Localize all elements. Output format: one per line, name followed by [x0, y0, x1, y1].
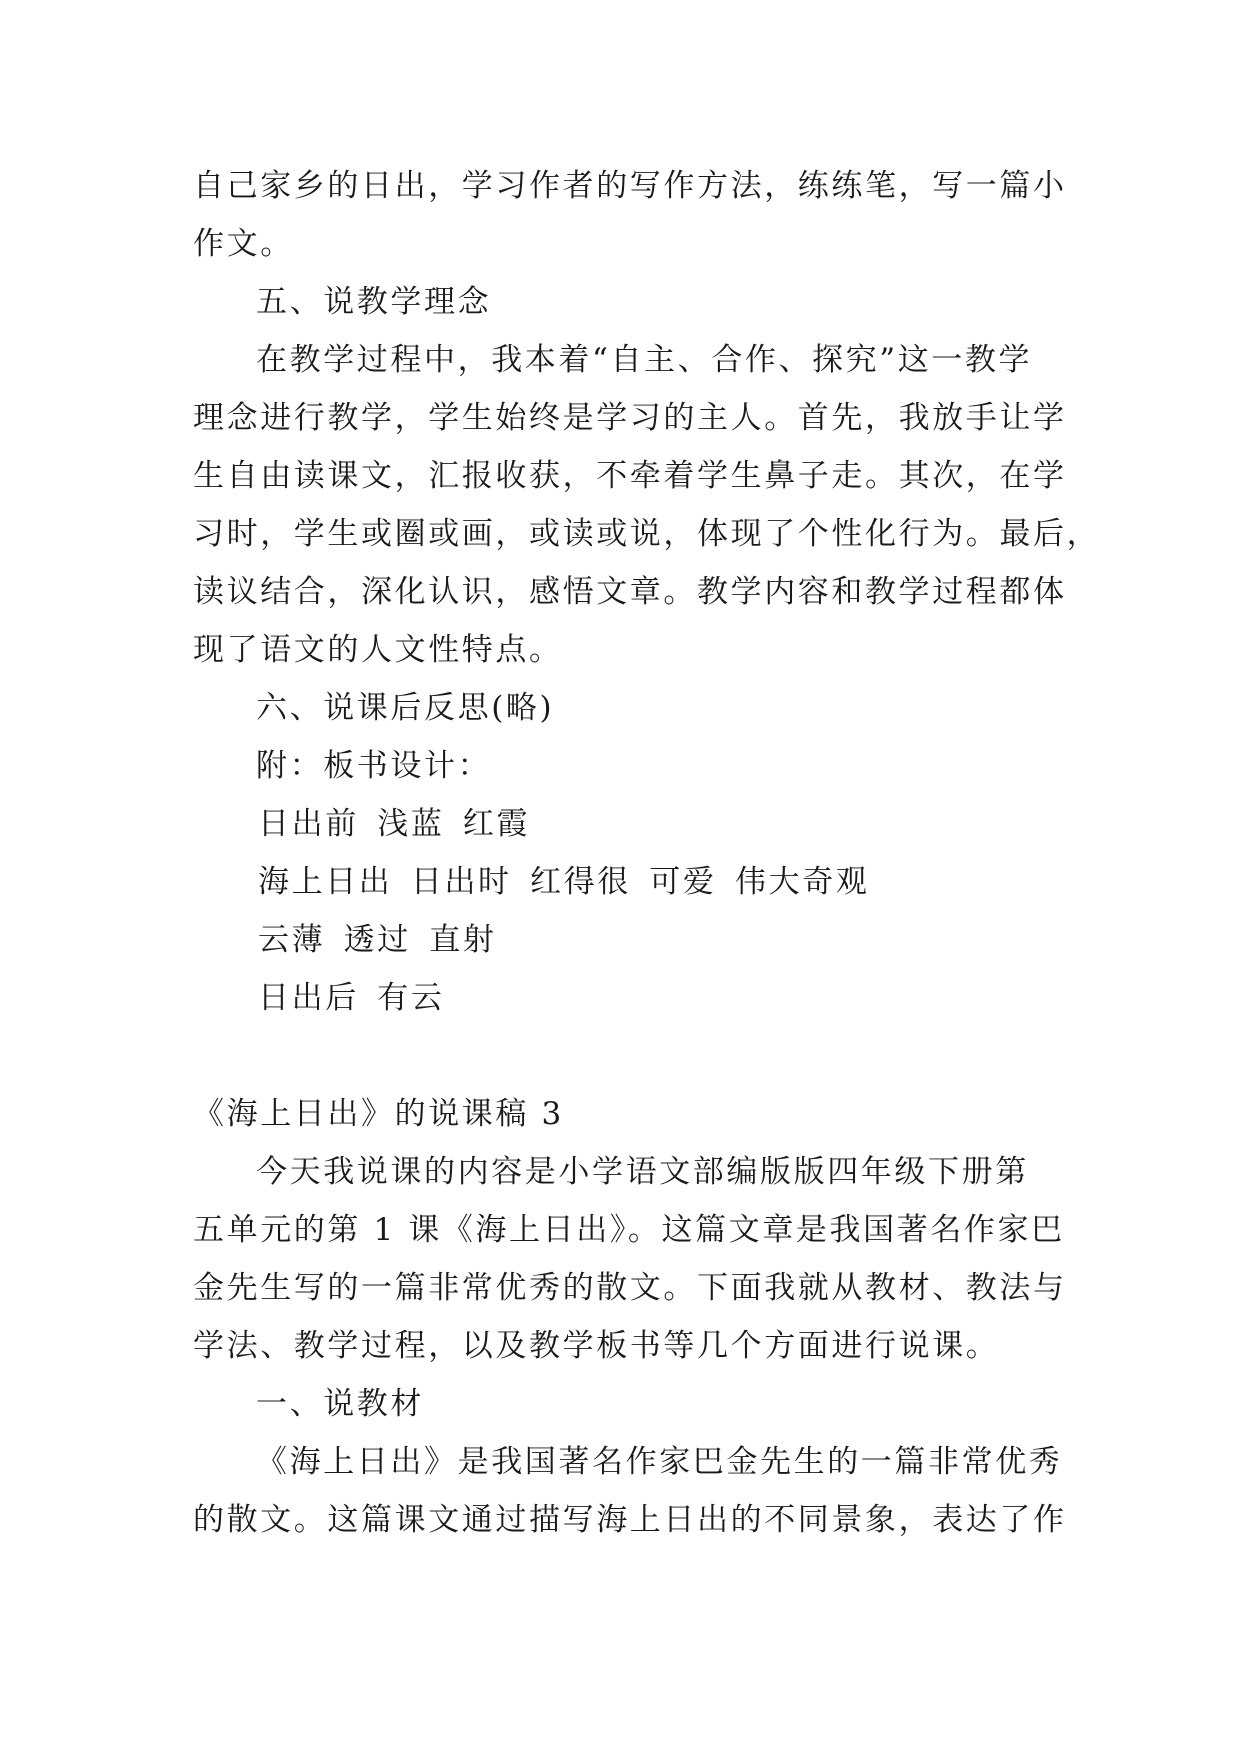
- paragraph-line: 今天我说课的内容是小学语文部编版版四年级下册第: [256, 1154, 1029, 1190]
- paragraph-line: 的散文。这篇课文通过描写海上日出的不同景象，表达了作: [193, 1502, 1067, 1538]
- board-line: 云薄 透过 直射: [258, 922, 497, 958]
- paragraph-line: 读议结合，深化认识，感悟文章。教学内容和教学过程都体: [193, 574, 1067, 610]
- section-heading: 一、说教材: [256, 1386, 424, 1422]
- paragraph-line: 理念进行教学，学生始终是学习的主人。首先，我放手让学: [193, 400, 1067, 436]
- board-design-heading: 附：板书设计：: [256, 748, 492, 784]
- paragraph-line: 生自由读课文，汇报收获，不牵着学生鼻子走。其次，在学: [193, 458, 1067, 494]
- paragraph-line: 五单元的第 1 课《海上日出》。这篇文章是我国著名作家巴: [193, 1212, 1065, 1248]
- board-line: 海上日出 日出时 红得很 可爱 伟大奇观: [258, 864, 870, 900]
- paragraph-line: 学法、教学过程，以及教学板书等几个方面进行说课。: [193, 1328, 1000, 1364]
- paragraph-line: 金先生写的一篇非常优秀的散文。下面我就从教材、教法与: [193, 1270, 1067, 1306]
- paragraph-line: 在教学过程中，我本着“自主、合作、探究”这一教学: [256, 342, 1033, 378]
- board-line: 日出前 浅蓝 红霞: [258, 806, 531, 842]
- paragraph-line: 自己家乡的日出，学习作者的写作方法，练练笔，写一篇小: [193, 168, 1067, 204]
- paragraph-line: 现了语文的人文性特点。: [193, 632, 563, 668]
- paragraph-line: 习时，学生或圈或画，或读或说，体现了个性化行为。最后，: [193, 516, 1101, 552]
- paragraph-line: 《海上日出》是我国著名作家巴金先生的一篇非常优秀: [256, 1444, 1063, 1480]
- section-heading: 六、说课后反思(略): [256, 690, 555, 726]
- document-title: 《海上日出》的说课稿 3: [193, 1096, 564, 1132]
- board-line: 日出后 有云: [258, 980, 445, 1016]
- paragraph-line: 作文。: [193, 226, 294, 262]
- section-heading: 五、说教学理念: [256, 284, 492, 320]
